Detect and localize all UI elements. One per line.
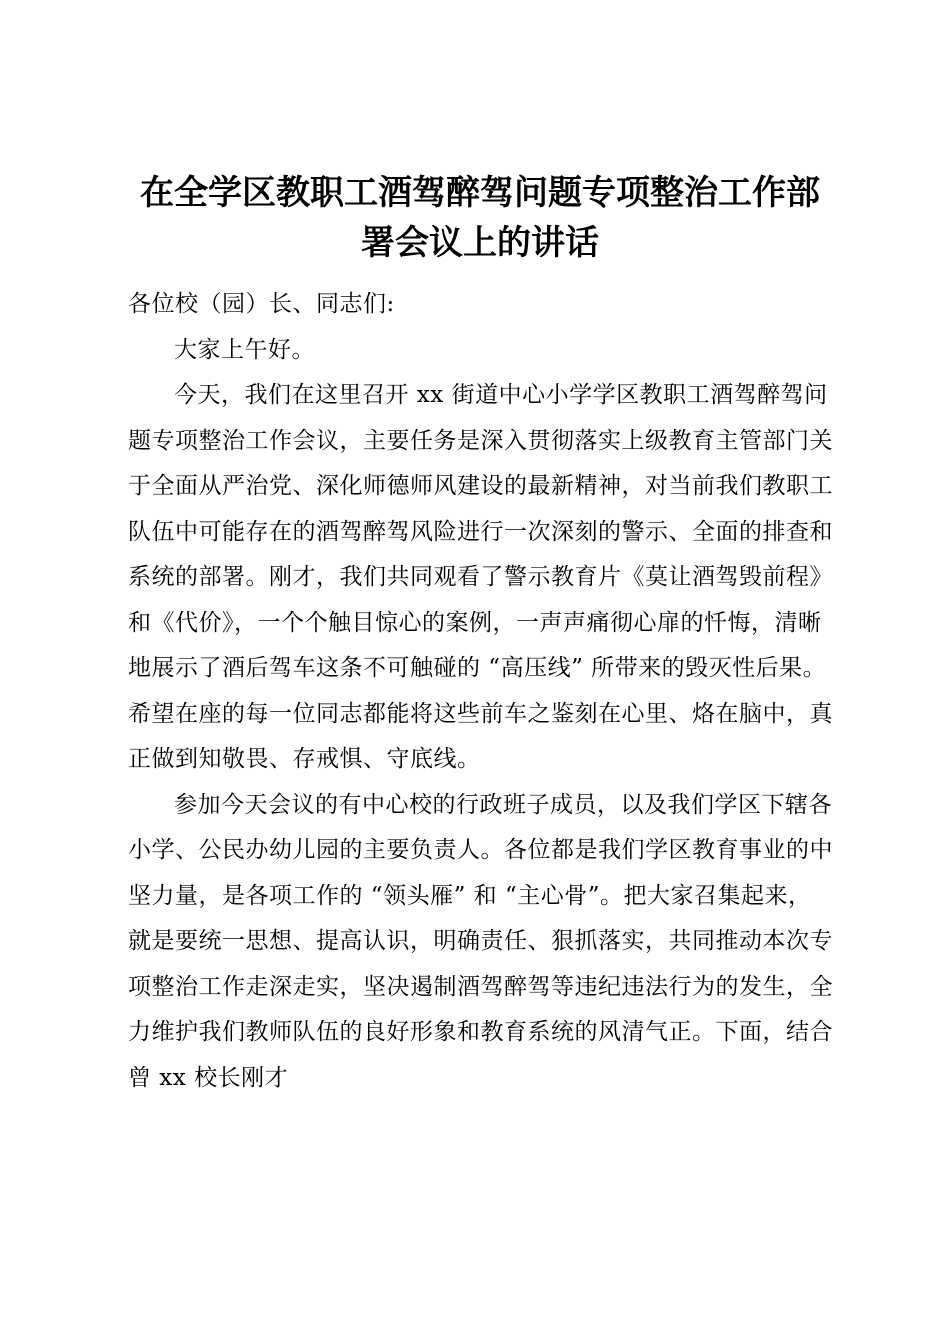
document-body	[128, 282, 833, 1101]
title-line-1: 在全学区教职工酒驾醉驾问题专项整治工作部	[140, 173, 820, 213]
title-line-2: 署会议上的讲话	[361, 223, 599, 263]
paragraph-2: 参加今天会议的有中心校的行政班子成员，以及我们学区下辖各小学、公民办幼儿园的主要负责人。各位都是我们学区教育事业的中坚力量，是各项工作的 “领头雁” 和 “主心骨”。把大家召集起来，就是要统一思想、提高认识，明确责任、狠抓落实，共同推动本次专项整治工作走深走实，坚决遏制酒驾醉驾等违纪违法行为的发生，全力维护我们教师队伍的良好形象和教育系统的风清气正。下面，结合曾 xx 校长刚才	[128, 791, 833, 1091]
document-title	[100, 168, 860, 268]
paragraph-1: 今天，我们在这里召开 xx 街道中心小学学区教职工酒驾醉驾问题专项整治工作会议，主要任务是深入贯彻落实上级教育主管部门关于全面从严治党、深化师德师风建设的最新精神，对当前我们教职工队伍中可能存在的酒驾醉驾风险进行一次深刻的警示、全面的排查和系统的部署。刚才，我们共同观看了警示教育片《莫让酒驾毁前程》和《代价》，一个个触目惊心的案例，一声声痛彻心扉的忏悔，清晰地展示了酒后驾车这条不可触碰的 “高压线” 所带来的毁灭性后果。希望在座的每一位同志都能将这些前车之鉴刻在心里、烙在脑中，真正做到知敬畏、存戒惧、守底线。	[128, 382, 833, 772]
salutation: 各位校（园）长、同志们:	[128, 291, 395, 317]
greeting: 大家上午好。	[174, 336, 315, 363]
